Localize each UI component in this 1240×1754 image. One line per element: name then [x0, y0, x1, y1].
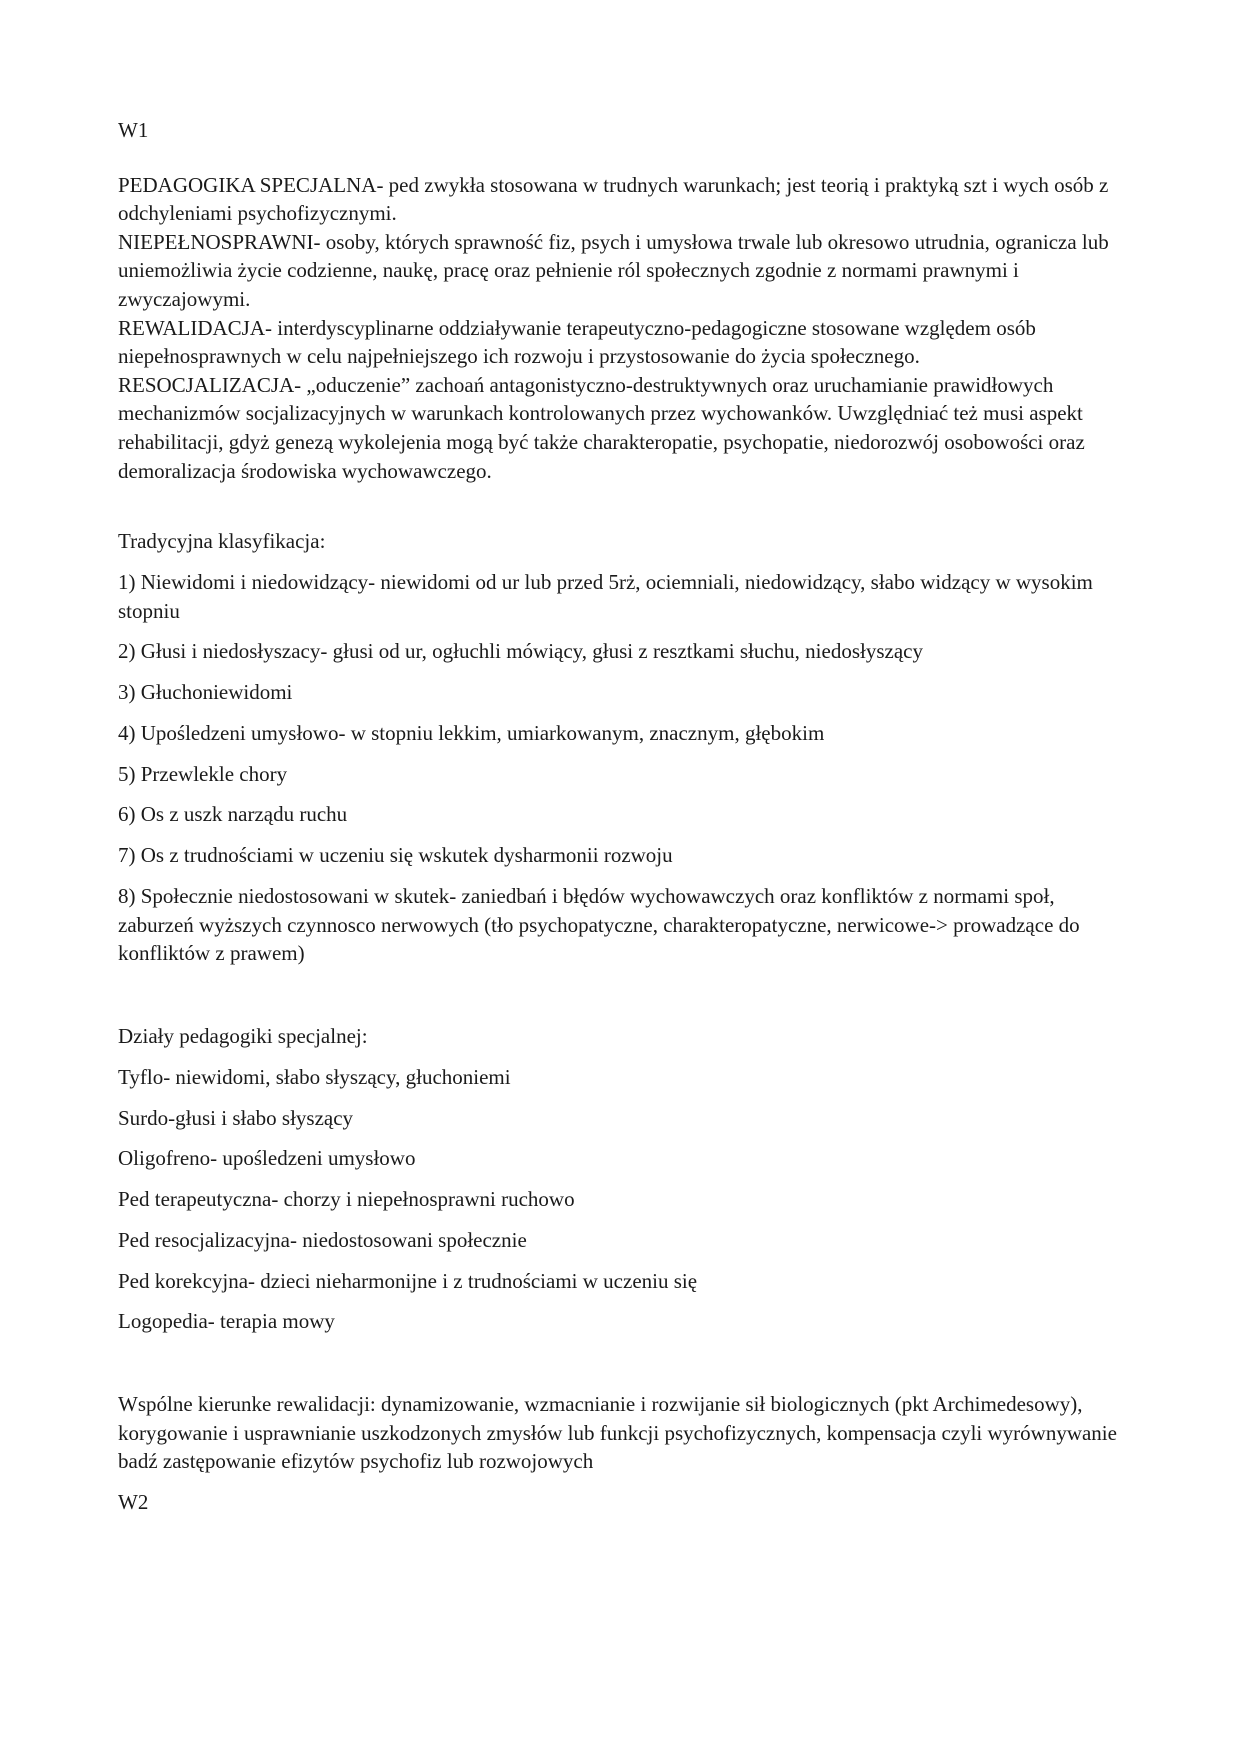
list-item: Ped resocjalizacyjna- niedostosowani społecznie — [118, 1227, 527, 1252]
definition-niepelnosprawni: NIEPEŁNOSPRAWNI- osoby, których sprawność fiz, psych i umysłowa trwale lub okresowo utrudnia, ogranicza lub uniemożliwia życie codzienne, naukę, pracę oraz pełnienie ról społecznych zgodnie z normami prawnymi i zwyczajowymi. — [118, 229, 1109, 311]
definition-pedagogika-specjalna: PEDAGOGIKA SPECJALNA- ped zwykła stosowana w trudnych warunkach; jest teorią i praktyką szt i wych osób z odchyleniami psychofizycznymi. — [118, 172, 1109, 226]
document-page — [118, 116, 1128, 1517]
spacer — [118, 980, 1128, 1022]
spacer — [118, 1348, 1128, 1390]
definitions-block — [118, 171, 1128, 486]
list-item: Surdo-głusi i słabo słyszący — [118, 1105, 354, 1130]
list-item: 7) Os z trudnościami w uczeniu się wskutek dysharmonii rozwoju — [118, 843, 673, 868]
list-item: 3) Głuchoniewidomi — [118, 680, 293, 705]
list-item: Oligofreno- upośledzeni umysłowo — [118, 1146, 416, 1171]
definition-rewalidacja: REWALIDACJA- interdyscyplinarne oddziaływanie terapeutyczno-pedagogiczne stosowane względem osób niepełnosprawnych w celu najpełniejszego ich rozwoju i przystosowanie do życia społecznego. — [118, 315, 1036, 369]
heading-w2: W2 — [118, 1489, 149, 1514]
list-item: 2) Głusi i niedosłyszacy- głusi od ur, ogłuchli mówiący, głusi z resztkami słuchu, niedosłyszący — [118, 639, 923, 664]
list-item: 6) Os z uszk narządu ruchu — [118, 802, 348, 827]
spacer — [118, 485, 1128, 527]
definition-resocjalizacja: RESOCJALIZACJA- „oduczenie” zachoań antagonistyczno-destruktywnych oraz uruchamianie prawidłowych mechanizmów socjalizacyjnych w warunkach kontrolowanych przez wychowanków. Uwzględniać też musi aspekt rehabilitacji, gdyż genezą wykolejenia mogą być także charakteropatie, psychopatie, niedorozwój osobowości oraz demoralizacja środowiska wychowawczego. — [118, 372, 1085, 483]
classification-list — [118, 568, 1128, 968]
list-item: Ped korekcyjna- dzieci nieharmonijne i z trudnościami w uczeniu się — [118, 1268, 698, 1293]
list-item: Ped terapeutyczna- chorzy i niepełnosprawni ruchowo — [118, 1187, 575, 1212]
classification-title: Tradycyjna klasyfikacja: — [118, 529, 326, 554]
heading-w1: W1 — [118, 118, 149, 142]
branches-title: Działy pedagogiki specjalnej: — [118, 1023, 368, 1048]
list-item: 5) Przewlekle chory — [118, 761, 288, 786]
list-item: 4) Upośledzeni umysłowo- w stopniu lekkim, umiarkowanym, znacznym, głębokim — [118, 720, 825, 745]
list-item: 8) Społecznie niedostosowani w skutek- zaniedbań i błędów wychowawczych oraz konfliktów z normami społ, zaburzeń wyższych czynnosco nerwowych (tło psychopatyczne, charakteropatyczne, nerwicowe-> prowadzące do konfliktów z prawem) — [118, 883, 1080, 966]
branches-list — [118, 1063, 1128, 1336]
list-item: 1) Niewidomi i niedowidzący- niewidomi od ur lub przed 5rż, ociemniali, niedowidzący, słabo widzący w wysokim stopniu — [118, 569, 1093, 623]
rewalidacja-directions-paragraph: Wspólne kierunke rewalidacji: dynamizowanie, wzmacnianie i rozwijanie sił biologicznych (pkt Archimedesowy), korygowanie i usprawnianie uszkodzonych zmysłów lub funkcji psychofizycznych, kompensacja czyli wyrównywanie badź zastępowanie efizytów psychofiz lub rozwojowych — [118, 1392, 1117, 1474]
list-item: Logopedia- terapia mowy — [118, 1309, 335, 1334]
list-item: Tyflo- niewidomi, słabo słyszący, głuchoniemi — [118, 1064, 511, 1089]
